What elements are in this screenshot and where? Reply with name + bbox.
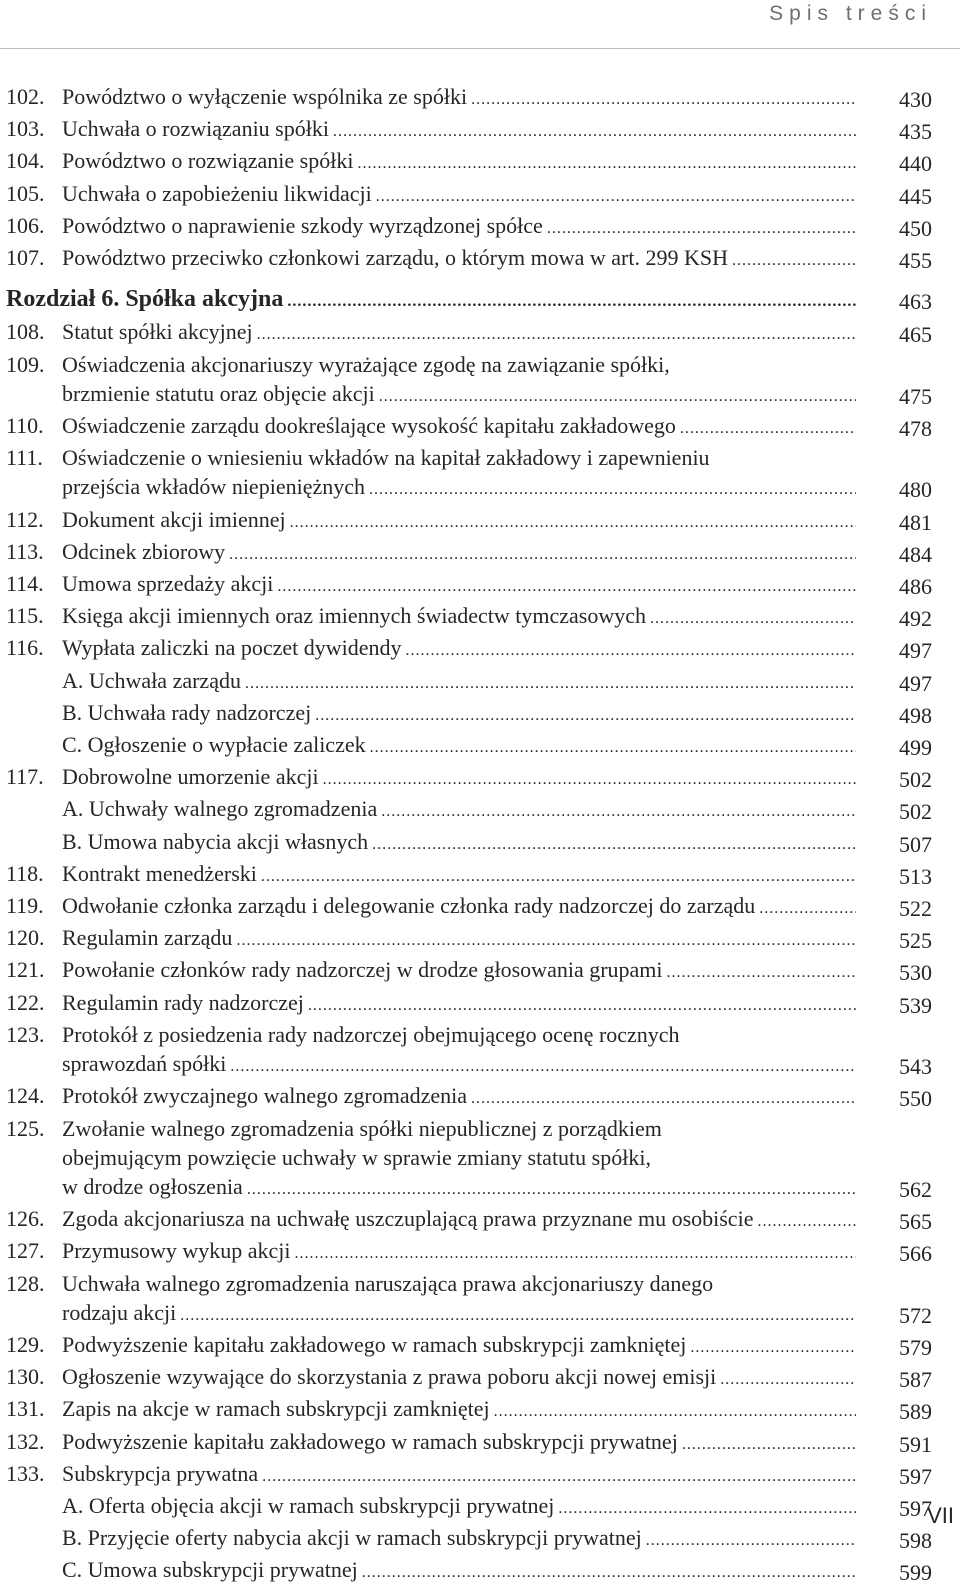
entry-title-text: Protokół zwyczajnego walnego zgromadzenia: [62, 1083, 468, 1109]
page-ref: 543: [899, 1054, 932, 1080]
page-ref: 463: [899, 289, 932, 315]
toc-entry: [6, 1330, 932, 1362]
entry-title-text: A. Oferta objęcia akcji w ramach subskrypcji prywatnej: [62, 1492, 555, 1518]
entry-title: [62, 1523, 856, 1555]
dot-leader: [257, 320, 856, 349]
entry-number: 122.: [6, 989, 45, 1015]
entry-title-line: [62, 859, 856, 891]
entry-title-text: Oświadczenie o wniesieniu wkładów na kapitał zakładowy i zapewnieniu: [62, 445, 710, 471]
entry-title-line: [62, 243, 856, 275]
entry-title: [62, 350, 856, 411]
entry-title-line: [62, 411, 856, 443]
page-ref: 525: [899, 928, 932, 954]
entry-number: 108.: [6, 319, 45, 345]
entry-title: [62, 569, 856, 601]
toc-entry: [6, 211, 932, 243]
entry-title-text: B. Uchwała rady nadzorczej: [62, 699, 312, 725]
entry-title-text: Uchwała o zapobieżeniu likwidacji: [62, 180, 372, 206]
dot-leader: [230, 1052, 856, 1081]
entry-title-text: Dobrowolne umorzenie akcji: [62, 764, 319, 790]
dot-leader: [682, 1430, 856, 1459]
toc-entry: [6, 1020, 932, 1081]
entry-number: 120.: [6, 925, 45, 951]
toc-entry: [6, 1114, 932, 1205]
page-ref: 591: [899, 1431, 932, 1457]
entry-title-line: [62, 633, 856, 665]
entry-title-text: Umowa sprzedaży akcji: [62, 571, 274, 597]
entry-title-line: [62, 1204, 856, 1236]
entry-title: [62, 794, 856, 826]
entry-title-text: Przymusowy wykup akcji: [62, 1238, 291, 1264]
dot-leader: [247, 1175, 856, 1204]
entry-number: 107.: [6, 245, 45, 271]
entry-title: [62, 1427, 856, 1459]
entry-title-line: [62, 1459, 856, 1491]
entry-title-text: rodzaju akcji: [62, 1299, 177, 1325]
page-number: VII: [927, 1503, 954, 1528]
entry-title-line: [62, 82, 856, 114]
dot-leader: [720, 1365, 856, 1394]
entry-title: [62, 891, 856, 923]
dot-leader: [362, 1558, 856, 1587]
entry-title-line: [62, 1172, 856, 1204]
entry-title-line: [62, 1114, 856, 1143]
entry-title-line: [62, 827, 856, 859]
entry-title: [62, 1394, 856, 1426]
toc-subentry: [6, 1555, 932, 1587]
entry-title-line: [62, 179, 856, 211]
entry-title-line: [62, 211, 856, 243]
toc-entry: [6, 1269, 932, 1330]
entry-number: 124.: [6, 1083, 45, 1109]
page-ref: 579: [899, 1334, 932, 1360]
dot-leader: [323, 765, 856, 794]
entry-title-line: [62, 1330, 856, 1362]
toc-subentry: [6, 730, 932, 762]
dot-leader: [369, 475, 856, 504]
entry-number: 117.: [6, 764, 44, 790]
dot-leader: [245, 669, 856, 698]
entry-title-line: [62, 666, 856, 698]
page-ref: 565: [899, 1209, 932, 1235]
entry-title-text: B. Umowa nabycia akcji własnych: [62, 828, 369, 854]
entry-number: 126.: [6, 1206, 45, 1232]
toc-entry: [6, 891, 932, 923]
toc-entry: [6, 1081, 932, 1113]
toc-entry: [6, 601, 932, 633]
entry-title-line: [62, 955, 856, 987]
page-ref: 502: [899, 767, 932, 793]
entry-number: 112.: [6, 506, 44, 532]
entry-title-text: C. Ogłoszenie o wypłacie zaliczek: [62, 732, 366, 758]
dot-leader: [690, 1333, 856, 1362]
toc-entry: [6, 114, 932, 146]
entry-title-text: Oświadczenie zarządu dookreślające wysokość kapitału zakładowego: [62, 413, 676, 439]
dot-leader: [680, 414, 856, 443]
entry-number: 129.: [6, 1331, 45, 1357]
entry-title-text: Statut spółki akcyjnej: [62, 319, 253, 345]
toc-entry: [6, 179, 932, 211]
page-ref: 597: [899, 1495, 932, 1521]
entry-title: [62, 827, 856, 859]
page-ref: 480: [899, 477, 932, 503]
toc-entry: [6, 537, 932, 569]
toc-subentry: [6, 1523, 932, 1555]
page-ref: 478: [899, 416, 932, 442]
toc-chapter: [6, 285, 932, 316]
entry-title: [62, 211, 856, 243]
entry-title-text: Protokół z posiedzenia rady nadzorczej obejmującego ocenę rocznych: [62, 1021, 680, 1047]
dot-leader: [229, 540, 856, 569]
dot-leader: [379, 382, 856, 411]
page-ref: 440: [899, 151, 932, 177]
entry-title-text: Powództwo o naprawienie szkody wyrządzonej spółce: [62, 212, 543, 238]
entry-title-line: [62, 891, 856, 923]
entry-number: 113.: [6, 538, 44, 564]
entry-title: [62, 1204, 856, 1236]
entry-title: [62, 1269, 856, 1330]
dot-leader: [308, 991, 856, 1020]
dot-leader: [471, 85, 856, 114]
page-ref: 497: [899, 670, 932, 696]
toc-entry: [6, 1236, 932, 1268]
toc-entry: [6, 988, 932, 1020]
toc-entry: [6, 859, 932, 891]
toc-subentry: [6, 666, 932, 698]
dot-leader: [494, 1397, 856, 1426]
dot-leader: [759, 894, 856, 923]
entry-number: 121.: [6, 957, 45, 983]
entry-title-line: [62, 1269, 856, 1298]
entry-number: 132.: [6, 1428, 45, 1454]
entry-title: [62, 1236, 856, 1268]
entry-number: 106.: [6, 212, 45, 238]
toc-entry: [6, 82, 932, 114]
entry-title: [62, 82, 856, 114]
entry-title: [62, 1114, 856, 1205]
entry-title-line: [62, 146, 856, 178]
entry-title-text: Oświadczenia akcjonariuszy wyrażające zgodę na zawiązanie spółki,: [62, 351, 670, 377]
page-ref: 475: [899, 383, 932, 409]
page-ref: 599: [899, 1560, 932, 1586]
entry-title-text: Podwyższenie kapitału zakładowego w ramach subskrypcji prywatnej: [62, 1428, 678, 1454]
entry-title-line: [62, 1555, 856, 1587]
toc-entry: [6, 955, 932, 987]
entry-title: [62, 1491, 856, 1523]
entry-title: [62, 411, 856, 443]
toc-entry: [6, 762, 932, 794]
entry-number: 127.: [6, 1238, 45, 1264]
entry-title-text: przejścia wkładów niepieniężnych: [62, 474, 365, 500]
entry-title-text: Powództwo przeciwko członkowi zarządu, o którym mowa w art. 299 KSH: [62, 245, 728, 271]
entry-title-text: Rozdział 6. Spółka akcyjna: [6, 286, 284, 313]
entry-title: [62, 698, 856, 730]
toc-entry: [6, 411, 932, 443]
page-ref: 587: [899, 1367, 932, 1393]
entry-title-text: Księga akcji imiennych oraz imiennych świadectw tymczasowych: [62, 603, 647, 629]
dot-leader: [646, 1526, 856, 1555]
entry-title: [62, 179, 856, 211]
entry-title-line: [6, 285, 856, 316]
entry-title-text: Odwołanie członka zarządu i delegowanie członka rady nadzorczej do zarządu: [62, 893, 756, 919]
page-ref: 445: [899, 183, 932, 209]
dot-leader: [370, 733, 856, 762]
toc-subentry: [6, 698, 932, 730]
entry-title: [62, 1330, 856, 1362]
entry-title-text: Regulamin zarządu: [62, 925, 233, 951]
entry-title-line: [62, 1049, 856, 1081]
page-ref: 598: [899, 1528, 932, 1554]
dot-leader: [650, 604, 856, 633]
dot-leader: [287, 287, 856, 316]
page-ref: 566: [899, 1241, 932, 1267]
entry-title-text: Kontrakt menedżerski: [62, 860, 257, 886]
page-ref: 507: [899, 831, 932, 857]
entry-title-line: [62, 1143, 856, 1172]
entry-title-line: [62, 537, 856, 569]
entry-title-text: Uchwała o rozwiązaniu spółki: [62, 116, 329, 142]
page-ref: 484: [899, 541, 932, 567]
toc-entry: [6, 923, 932, 955]
entry-title: [62, 1081, 856, 1113]
entry-title-line: [62, 1020, 856, 1049]
entry-title-text: w drodze ogłoszenia: [62, 1173, 243, 1199]
entry-title-text: brzmienie statutu oraz objęcie akcji: [62, 380, 375, 406]
page-ref: 492: [899, 606, 932, 632]
entry-title-line: [62, 762, 856, 794]
entry-title-line: [62, 988, 856, 1020]
entry-title: [62, 114, 856, 146]
entry-title: [62, 633, 856, 665]
toc-subentry: [6, 827, 932, 859]
entry-title: [62, 317, 856, 349]
entry-number: 125.: [6, 1115, 45, 1141]
page-ref: 502: [899, 799, 932, 825]
entry-title-line: [62, 1362, 856, 1394]
entry-title: [62, 730, 856, 762]
page-ref: 513: [899, 863, 932, 889]
entry-title-line: [62, 1081, 856, 1113]
entry-title-text: Odcinek zbiorowy: [62, 538, 226, 564]
entry-title-text: Uchwała walnego zgromadzenia naruszająca prawa akcjonariuszy danego: [62, 1270, 714, 1296]
entry-title-line: [62, 1236, 856, 1268]
page-ref: 562: [899, 1176, 932, 1202]
toc-entry: [6, 243, 932, 275]
entry-title-line: [62, 1394, 856, 1426]
toc-entry: [6, 505, 932, 537]
dot-leader: [290, 508, 856, 537]
page-ref: 481: [899, 509, 932, 535]
toc-subentry: [6, 794, 932, 826]
entry-title-text: obejmującym powzięcie uchwały w sprawie zmiany statutu spółki,: [62, 1144, 651, 1170]
entry-title-line: [62, 1523, 856, 1555]
entry-number: 131.: [6, 1396, 45, 1422]
entry-title-text: C. Umowa subskrypcji prywatnej: [62, 1557, 358, 1583]
entry-number: 119.: [6, 893, 44, 919]
entry-title-text: Ogłoszenie wzywające do skorzystania z prawa poboru akcji nowej emisji: [62, 1364, 717, 1390]
dot-leader: [757, 1207, 856, 1236]
entry-title-text: A. Uchwała zarządu: [62, 667, 241, 693]
entry-number: 118.: [6, 860, 44, 886]
entry-number: 109.: [6, 351, 45, 377]
entry-title: [6, 285, 856, 316]
entry-title: [62, 923, 856, 955]
entry-title-text: Zapis na akcje w ramach subskrypcji zamkniętej: [62, 1396, 490, 1422]
dot-leader: [547, 214, 856, 243]
entry-title: [62, 146, 856, 178]
entry-title-text: Regulamin rady nadzorczej: [62, 989, 304, 1015]
entry-title-line: [62, 505, 856, 537]
dot-leader: [315, 701, 856, 730]
entry-title-text: Podwyższenie kapitału zakładowego w ramach subskrypcji zamkniętej: [62, 1331, 687, 1357]
entry-title-line: [62, 923, 856, 955]
entry-title-text: sprawozdań spółki: [62, 1051, 227, 1077]
page-ref: 572: [899, 1302, 932, 1328]
entry-title-line: [62, 379, 856, 411]
entry-number: 128.: [6, 1270, 45, 1296]
page-ref: 530: [899, 960, 932, 986]
entry-title: [62, 505, 856, 537]
entry-title: [62, 243, 856, 275]
toc-entry: [6, 1204, 932, 1236]
entry-title: [62, 1555, 856, 1587]
entry-number: 104.: [6, 148, 45, 174]
entry-number: 130.: [6, 1364, 45, 1390]
entry-title: [62, 601, 856, 633]
dot-leader: [180, 1301, 856, 1330]
entry-title-text: Dokument akcji imiennej: [62, 506, 286, 532]
entry-title-line: [62, 1298, 856, 1330]
page-ref: 539: [899, 992, 932, 1018]
dot-leader: [732, 246, 856, 275]
entry-title-text: B. Przyjęcie oferty nabycia akcji w ramach subskrypcji prywatnej: [62, 1525, 642, 1551]
entry-title-line: [62, 350, 856, 379]
entry-title-line: [62, 114, 856, 146]
toc-entry: [6, 1427, 932, 1459]
toc-entry: [6, 350, 932, 411]
page-ref: 455: [899, 248, 932, 274]
dot-leader: [333, 117, 856, 146]
entry-title-text: A. Uchwały walnego zgromadzenia: [62, 796, 378, 822]
toc-entry: [6, 569, 932, 601]
entry-title-line: [62, 730, 856, 762]
entry-title: [62, 1362, 856, 1394]
toc-entry: [6, 633, 932, 665]
toc-entry: [6, 146, 932, 178]
toc-subentry: [6, 1491, 932, 1523]
toc-entry: [6, 443, 932, 504]
page-ref: 499: [899, 735, 932, 761]
entry-title: [62, 1459, 856, 1491]
entry-title-line: [62, 569, 856, 601]
dot-leader: [357, 149, 856, 178]
entry-title-text: Zwołanie walnego zgromadzenia spółki niepublicznej z porządkiem: [62, 1115, 662, 1141]
entry-title: [62, 762, 856, 794]
entry-title: [62, 988, 856, 1020]
page-ref: 486: [899, 574, 932, 600]
running-head: Spis treści: [769, 2, 932, 25]
page-ref: 522: [899, 896, 932, 922]
page-ref: 550: [899, 1086, 932, 1112]
entry-title-line: [62, 317, 856, 349]
page-ref: 430: [899, 87, 932, 112]
entry-title-line: [62, 698, 856, 730]
entry-number: 102.: [6, 84, 45, 109]
entry-title: [62, 666, 856, 698]
dot-leader: [376, 182, 856, 211]
entry-title: [62, 955, 856, 987]
dot-leader: [261, 862, 856, 891]
dot-leader: [667, 958, 856, 987]
entry-title: [62, 859, 856, 891]
entry-title-line: [62, 601, 856, 633]
entry-number: 111.: [6, 445, 43, 471]
toc-entry: [6, 1394, 932, 1426]
entry-number: 116.: [6, 635, 44, 661]
page-ref: 465: [899, 322, 932, 348]
entry-number: 114.: [6, 571, 44, 597]
page-ref: 597: [899, 1463, 932, 1489]
entry-title: [62, 537, 856, 569]
header-rule: [0, 48, 960, 49]
dot-leader: [471, 1084, 856, 1113]
entry-title-text: Powołanie członków rady nadzorczej w drodze głosowania grupami: [62, 957, 663, 983]
entry-number: 110.: [6, 413, 44, 439]
dot-leader: [381, 797, 856, 826]
toc-entry: [6, 1362, 932, 1394]
page-ref: 498: [899, 702, 932, 728]
entry-title: [62, 1020, 856, 1081]
page-ref: 497: [899, 638, 932, 664]
entry-number: 103.: [6, 116, 45, 142]
entry-title-text: Wypłata zaliczki na poczet dywidendy: [62, 635, 402, 661]
toc-entry: [6, 317, 932, 349]
entry-title-line: [62, 1491, 856, 1523]
entry-number: 133.: [6, 1460, 45, 1486]
entry-number: 105.: [6, 180, 45, 206]
entry-title-line: [62, 794, 856, 826]
page-ref: 435: [899, 119, 932, 145]
entry-title-text: Subskrypcja prywatna: [62, 1460, 259, 1486]
entry-title-text: Zgoda akcjonariusza na uchwałę uszczuplającą prawa przyznane mu osobiście: [62, 1206, 754, 1232]
entry-title-text: Powództwo o rozwiązanie spółki: [62, 148, 354, 174]
entry-title-line: [62, 1427, 856, 1459]
entry-number: 123.: [6, 1021, 45, 1047]
table-of-contents: [6, 82, 932, 1588]
entry-title: [62, 443, 856, 504]
toc-entry: [6, 1459, 932, 1491]
dot-leader: [406, 636, 856, 665]
dot-leader: [277, 572, 856, 601]
entry-title-line: [62, 443, 856, 472]
entry-title-line: [62, 472, 856, 504]
entry-number: 115.: [6, 603, 44, 629]
page-ref: 589: [899, 1399, 932, 1425]
dot-leader: [558, 1494, 856, 1523]
dot-leader: [372, 830, 856, 859]
page-ref: 450: [899, 215, 932, 241]
dot-leader: [262, 1462, 856, 1491]
dot-leader: [295, 1239, 856, 1268]
dot-leader: [236, 926, 856, 955]
entry-title-text: Powództwo o wyłączenie wspólnika ze spółki: [62, 84, 468, 109]
